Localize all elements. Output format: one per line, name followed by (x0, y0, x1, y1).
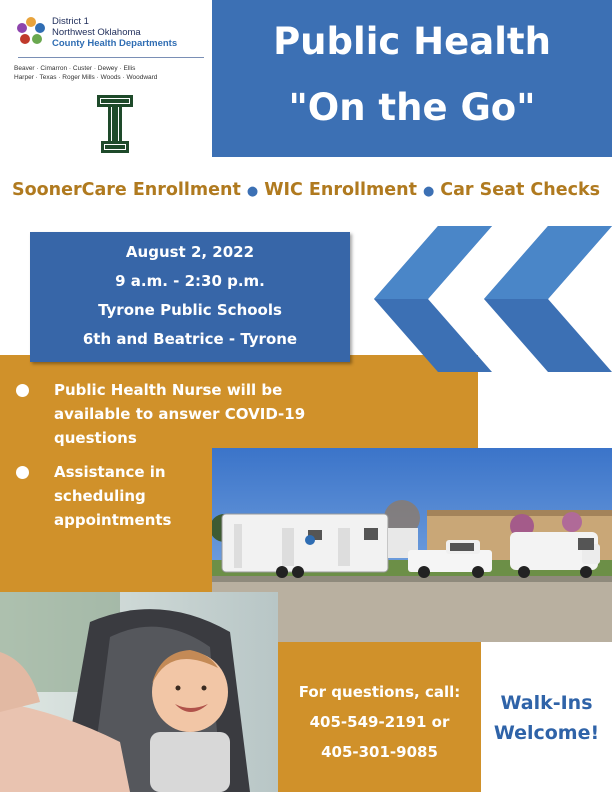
service-item: SoonerCare Enrollment (12, 180, 241, 200)
bullet-dot-icon (16, 384, 29, 397)
walk-ins-line: Walk-Ins (500, 692, 593, 714)
title-banner (212, 0, 612, 157)
baby-car-seat-photo (0, 592, 278, 792)
county-list (14, 64, 214, 82)
service-item: WIC Enrollment (264, 180, 417, 200)
event-time: 9 a.m. - 2:30 p.m. (115, 272, 265, 290)
contact-info (278, 642, 481, 792)
logo-text (52, 16, 177, 49)
chevron-left-icon (360, 226, 612, 372)
tyrone-t-logo-icon (96, 94, 134, 154)
walk-ins-welcome (481, 642, 612, 792)
contact-phone: 405-301-9085 (321, 743, 438, 761)
logo-region: Northwest Oklahoma (52, 27, 141, 38)
logo-district: District 1 (52, 16, 89, 27)
bullet-dot-icon (16, 466, 29, 479)
county-list-line: Harper · Texas · Roger Mills · Woods · Woodward (14, 74, 158, 81)
bullet-dot-icon: ● (246, 184, 259, 199)
logo-divider (18, 57, 204, 58)
event-date: August 2, 2022 (125, 243, 255, 261)
list-item-text: Assistance in scheduling appointments (54, 463, 172, 529)
health-department-logo (14, 10, 204, 160)
flower-logo-icon (16, 16, 46, 46)
list-item-text: Public Health Nurse will be available to answer COVID-19 questions (54, 381, 306, 447)
bullet-dot-icon: ● (422, 184, 435, 199)
list-item (16, 378, 356, 450)
services-line (0, 180, 612, 200)
event-address: 6th and Beatrice - Tyrone (82, 330, 298, 348)
contact-phone: 405-549-2191 or (309, 713, 450, 731)
logo-brand: County Health Departments (52, 38, 178, 49)
walk-ins-line: Welcome! (493, 722, 600, 744)
service-item: Car Seat Checks (440, 180, 600, 200)
event-venue: Tyrone Public Schools (98, 301, 282, 319)
page-title: Public Health (273, 20, 551, 63)
list-item (16, 460, 206, 532)
page-subtitle: "On the Go" (288, 86, 536, 129)
event-details (30, 232, 350, 362)
county-list-line: Beaver · Cimarron · Custer · Dewey · Ellis (14, 65, 136, 72)
contact-label: For questions, call: (298, 683, 461, 701)
